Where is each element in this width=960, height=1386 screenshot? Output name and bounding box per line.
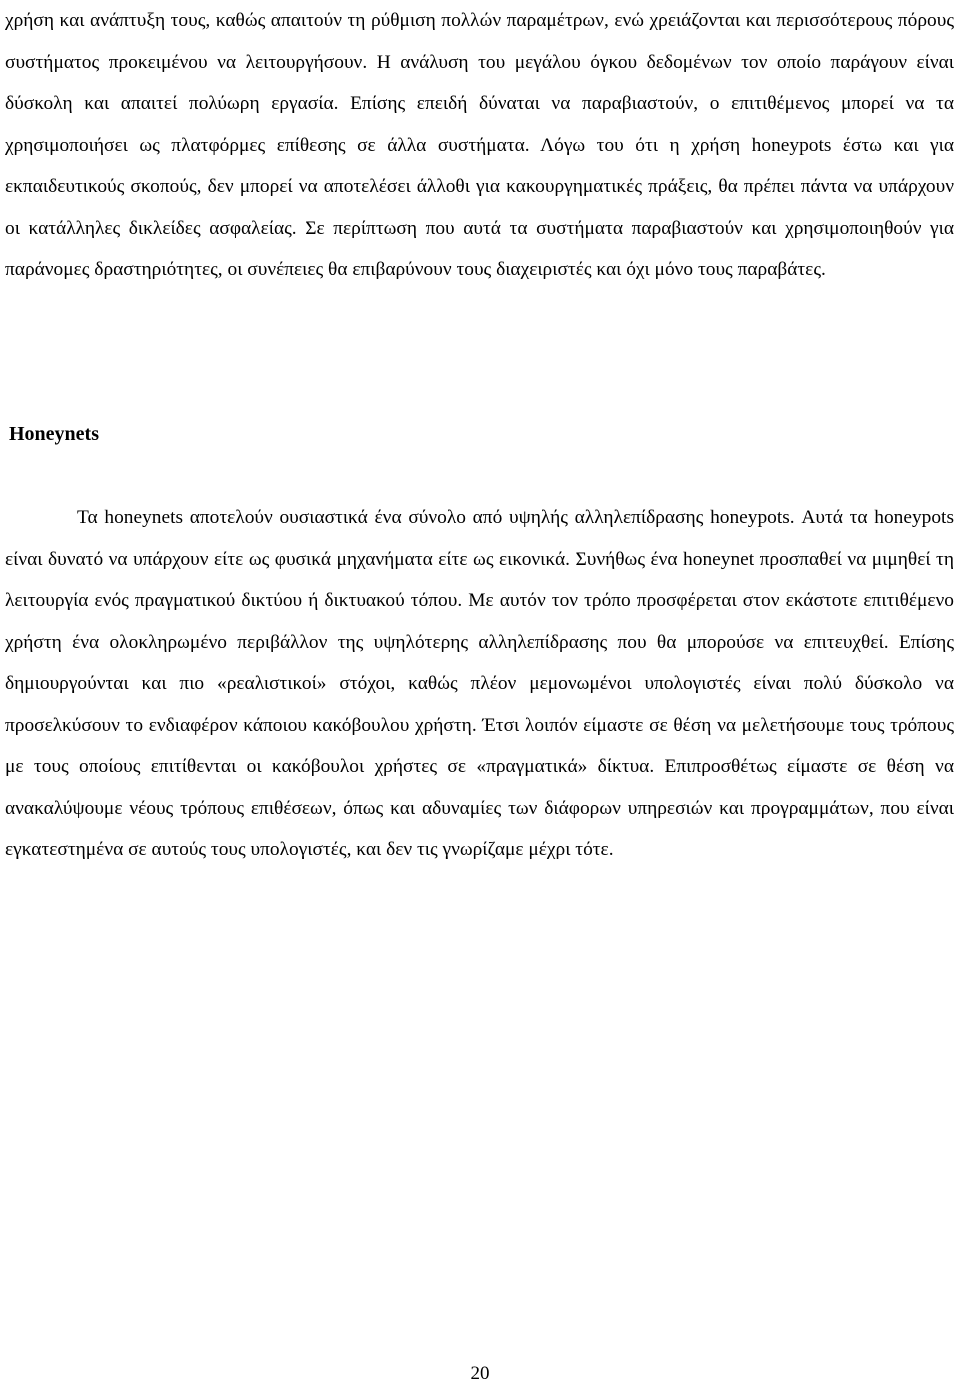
body-paragraph-continued: χρήση και ανάπτυξη τους, καθώς απαιτούν τη ρύθμιση πολλών παραμέτρων, ενώ χρειάζονται και περισσότερους πόρους συστήματος προκειμένου να λειτουργήσουν. Η ανάλυση του μεγάλου όγκου δεδομένων τον οποίο παράγουν είναι δύσκολη και απαιτεί πολύωρη εργασία. Επίσης επειδή δύναται να παραβιαστούν, ο επιτιθέμενος μπορεί να τα χρησιμοποιήσει ως πλατφόρμες επίθεσης σε άλλα συστήματα. Λόγω του ότι η χρήση honeypots έστω και για εκπαιδευτικούς σκοπούς, δεν μπορεί να αποτελέσει άλλοθι για κακουργηματικές πράξεις, θα πρέπει πάντα να υπάρχουν οι κατάλληλες δικλείδες ασφαλείας. Σε περίπτωση που αυτά τα συστήματα παραβιαστούν και χρησιμοποιηθούν για παράνομες δραστηριότητες, οι συνέπειες θα επιβαρύνουν τους διαχειριστές και όχι μόνο τους παραβάτες. (5, 10, 954, 280)
section-heading-honeynets: Honeynets (9, 423, 99, 445)
body-paragraph-honeynets: Τα honeynets αποτελούν ουσιαστικά ένα σύνολο από υψηλής αλληλεπίδρασης honeypots. Αυτά τα honeypots είναι δυνατό να υπάρχουν είτε ως φυσικά μηχανήματα είτε ως εικονικά. Συνήθως ένα honeynet προσπαθεί να μιμηθεί τη λειτουργία ενός πραγματικού δικτύου ή δικτυακού τόπου. Με αυτόν τον τρόπο προσφέρεται στον εκάστοτε επιτιθέμενο χρήστη ένα ολοκληρωμένο περιβάλλον της υψηλότερης αλληλεπίδρασης που θα μπορούσε να επιτευχθεί. Επίσης δημιουργούνται και πιο «ρεαλιστικοί» στόχοι, καθώς πλέον μεμονωμένοι υπολογιστές είναι πολύ δύσκολο να προσελκύσουν το ενδιαφέρον κάποιου κακόβουλου χρήστη. Έτσι λοιπόν είμαστε σε θέση να μελετήσουμε τους τρόπους με τους οποίους επιτίθενται οι κακόβουλοι χρήστες σε «πραγματικά» δίκτυα. Επιπροσθέτως είμαστε σε θέση να ανακαλύψουμε νέους τρόπους επιθέσεων, όπως και αδυναμίες των διάφορων υπηρεσιών και προγραμμάτων, που είναι εγκατεστημένα σε αυτούς τους υπολογιστές, και δεν τις γνωρίζαμε μέχρι τότε. (5, 507, 954, 860)
page-number: 20 (470, 1363, 490, 1384)
